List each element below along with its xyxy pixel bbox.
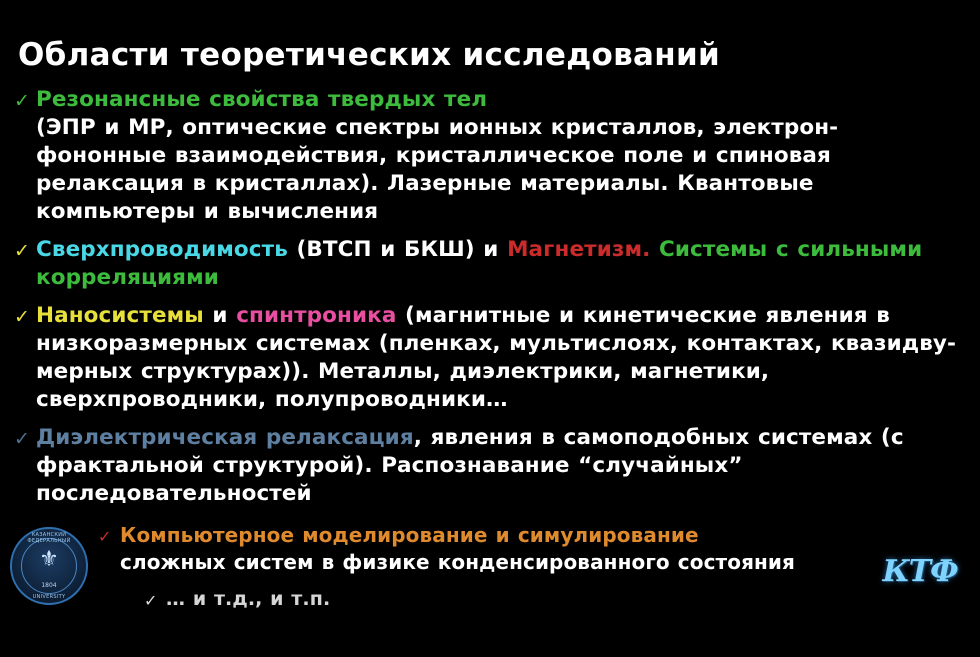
bullet-item-dielectric-relaxation xyxy=(14,424,966,508)
check-icon: ✓ xyxy=(14,306,30,329)
bullet-line: … и т.д., и т.п. xyxy=(166,588,331,611)
bullet-line: , явления в самоподобных системах (с фрактальной структурой). Распознавание “случайных” последовательностей xyxy=(36,425,904,507)
seal-text-top: КАЗАНСКИЙ ФЕДЕРАЛЬНЫЙ xyxy=(27,532,71,544)
bullet-text xyxy=(36,424,966,508)
bullet-line: Резонансные свойства твердых тел xyxy=(36,87,488,113)
bullet-item-nanosystems xyxy=(14,302,966,414)
ktf-logo-text: КТФ xyxy=(882,553,958,589)
bullet-group-simulation xyxy=(98,522,966,614)
bullet-line: Наносистемы xyxy=(36,303,204,329)
bullet-line: сложных систем в физике конденсированного состояния xyxy=(120,550,795,575)
bullet-item-computer-simulation xyxy=(98,522,966,576)
bullet-line: Системы с сильными корреляциями xyxy=(36,237,923,291)
page-title: Области теоретических исследований xyxy=(18,37,721,73)
bullet-line: (ЭПР и МР, оптические спектры ионных кристаллов, электрон-фононные взаимодействия, кристаллическое поле и спиновая релаксация в кристаллах). Лазерные материалы. Квантовые компьютеры и вычисления xyxy=(36,115,839,225)
check-icon: ✓ xyxy=(98,527,112,547)
bullet-text xyxy=(36,236,966,292)
bullet-line: (ВТСП и БКШ) и xyxy=(296,237,508,263)
bullet-text xyxy=(36,86,966,226)
seal-year: 1804 xyxy=(41,582,57,589)
seal-text-bottom: UNIVERSITY xyxy=(32,594,66,600)
bullet-text xyxy=(36,302,966,414)
check-icon: ✓ xyxy=(14,428,30,451)
bullet-line: спинтроника xyxy=(236,303,397,329)
bullet-item-etc xyxy=(144,586,966,614)
bullet-text xyxy=(120,522,966,576)
check-icon: ✓ xyxy=(144,591,158,611)
bullet-line: (магнитные и кинетические явления в низкоразмерных системах (пленках, мультислоях, контактах, квазидву-мерных структурах)). Металлы, диэлектрики, магнетики, сверхпроводники, полупроводники… xyxy=(36,303,957,413)
seal-emblem-icon: ⚜ xyxy=(39,547,59,572)
bullet-line: и xyxy=(203,303,237,329)
bullet-item-resonance xyxy=(14,86,966,226)
bullet-line: Сверхпроводимость xyxy=(36,237,297,263)
bullet-line: Диэлектрическая релаксация xyxy=(36,425,414,451)
check-icon: ✓ xyxy=(14,90,30,113)
bullet-line: Компьютерное моделирование и симулирование xyxy=(120,523,699,548)
bullet-line: Магнетизм. xyxy=(507,237,651,263)
bullet-item-superconductivity xyxy=(14,236,966,292)
ktf-logo xyxy=(872,543,968,599)
kazan-federal-university-seal-logo xyxy=(10,527,88,605)
check-icon: ✓ xyxy=(14,240,30,263)
